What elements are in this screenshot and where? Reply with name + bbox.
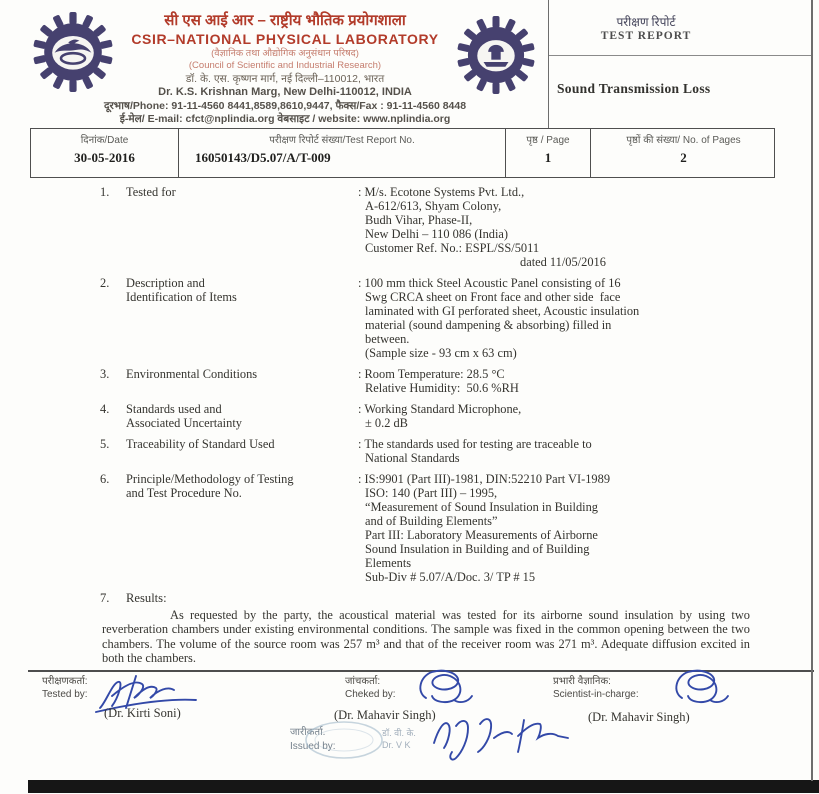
report-item-3: [0, 367, 819, 395]
issuer-stamp: [303, 718, 385, 762]
org-name-hindi: सी एस आई आर – राष्ट्रीय भौतिक प्रयोगशाला: [164, 12, 406, 29]
npl-gear-logo: [457, 16, 535, 99]
item-number: 4.: [100, 402, 110, 416]
meta-header-date: दिनांक/Date: [80, 135, 129, 146]
meta-value-num-pages: 2: [680, 150, 687, 165]
checked-by-label: जांचकर्ता: Cheked by:: [345, 676, 396, 700]
report-items: [0, 185, 819, 584]
scan-edge-line: [811, 0, 813, 781]
issuer-stamp-text: डॉ. वी. के. Dr. V K: [382, 728, 416, 750]
address-hindi: डॉ. के. एस. कृष्णन मार्ग, नई दिल्ली–110012, भारत: [185, 73, 385, 85]
report-item-2: [0, 276, 819, 360]
item-label: Traceability of Standard Used: [126, 437, 275, 451]
results-label: Results:: [126, 591, 167, 605]
letterhead: [60, 12, 510, 126]
meta-col-num-pages: [591, 129, 776, 177]
report-title-divider: [549, 55, 813, 56]
meta-col-page: [506, 129, 591, 177]
issued-by-label: जारीकर्ता. Issued by:: [290, 727, 336, 752]
item-number: 1.: [100, 185, 110, 199]
meta-value-page: 1: [544, 150, 552, 165]
item-number: 3.: [100, 367, 110, 381]
council-hindi: (वैज्ञानिक तथा औद्योगिक अनुसंधान परिषद): [211, 48, 359, 60]
scientist-in-charge-name: (Dr. Mahavir Singh): [588, 710, 690, 724]
item-value: : The standards used for testing are traceable to National Standards: [358, 437, 592, 465]
report-subject: Sound Transmission Loss: [557, 81, 711, 96]
meta-table: [30, 128, 775, 178]
checked-by-signature: [412, 664, 477, 709]
item-value: : 100 mm thick Steel Acoustic Panel consisting of 16 Swg CRCA sheet on Front face and other side face laminated with GI perforated sheet, Acoustic insulation material (sound dampening & absorbing) filled in between. (Sample size - 93 cm x 63 cm): [358, 276, 640, 360]
meta-header-report-no: परीक्षण रिपोर्ट संख्या/Test Report No.: [269, 135, 415, 146]
meta-col-report-no: [179, 129, 506, 177]
item-number: 2.: [100, 276, 110, 290]
tested-by-label: परीक्षणकर्ता: Tested by:: [42, 676, 88, 700]
tested-by-name: (Dr. Kirti Soni): [104, 706, 181, 720]
item-label: Tested for: [126, 185, 176, 199]
report-item-5: [0, 437, 819, 465]
meta-value-report-no: 16050143/D5.07/A/T-009: [195, 150, 331, 165]
report-title-box: [549, 0, 813, 128]
report-item-4: [0, 402, 819, 430]
item-label: Principle/Methodology of Testing and Test Procedure No.: [126, 472, 294, 500]
meta-value-date: 30-05-2016: [74, 150, 135, 165]
report-body: [0, 185, 819, 666]
meta-header-page: पृष्ठ / Page: [526, 135, 570, 146]
email-line: ई-मेल/ E-mail: cfct@nplindia.org वेबसाइट / website: www.nplindia.org: [119, 113, 451, 125]
meta-header-num-pages: पृष्ठों की संख्या/ No. of Pages: [626, 135, 741, 146]
meta-col-date: [31, 129, 179, 177]
item-value: : M/s. Ecotone Systems Pvt. Ltd., A-612/613, Shyam Colony, Budh Vihar, Phase-II, New Delhi – 110 086 (India) Customer Ref. No.: ESPL/SS/5011 dated 11/05/2016: [358, 185, 606, 269]
phone-line: दूरभाष/Phone: 91-11-4560 8441,8589,8610,9447, फैक्स/Fax : 91-11-4560 8448: [103, 99, 467, 112]
item-value: : Working Standard Microphone, ± 0.2 dB: [358, 402, 522, 430]
item-label: Description and Identification of Items: [126, 276, 237, 304]
scientist-in-charge-signature: [668, 664, 733, 709]
item-number: 6.: [100, 472, 110, 486]
item-label: Standards used and Associated Uncertainty: [126, 402, 242, 430]
org-name-english: CSIR–NATIONAL PHYSICAL LABORATORY: [131, 30, 439, 47]
report-title-english: TEST REPORT: [600, 30, 692, 42]
results-number: 7.: [100, 591, 110, 605]
results-paragraph: As requested by the party, the acoustical material was tested for its airborne sound insulation by using two reverberation chambers under existing environmental conditions. The sample was fixed in the common opening between the two chambers. The volume of the source room was 257 m³ and that of the receiver room was 271 m³. Adequate diffusion excited in both the chambers.: [102, 608, 750, 666]
item-value: : IS:9901 (Part III)-1981, DIN:52210 Part VI-1989 ISO: 140 (Part III) – 1995, “Measurement of Sound Insulation in Building and of Building Elements” Part III: Laboratory Measurements of Airborne Sound Insulation in Building and of Building Elements Sub-Div # 5.07/A/Doc. 3/ TP # 15: [358, 472, 611, 584]
results-heading: [0, 591, 819, 605]
report-item-6: [0, 472, 819, 584]
report-item-1: [0, 185, 819, 269]
checked-by-name: (Dr. Mahavir Singh): [334, 708, 436, 722]
item-value: : Room Temperature: 28.5 °C Relative Humidity: 50.6 %RH: [358, 367, 519, 395]
scan-edge-bar: [28, 780, 819, 793]
issued-by-signature: [428, 708, 578, 763]
address-english: Dr. K.S. Krishnan Marg, New Delhi-110012, INDIA: [158, 86, 412, 99]
item-label: Environmental Conditions: [126, 367, 258, 381]
scientist-in-charge-label: प्रभारी वैज्ञानिक: Scientist-in-charge:: [553, 676, 639, 700]
item-number: 5.: [100, 437, 110, 451]
council-english: (Council of Scientific and Industrial Research): [188, 60, 382, 72]
report-title-hindi: परीक्षण रिपोर्ट: [616, 15, 676, 29]
